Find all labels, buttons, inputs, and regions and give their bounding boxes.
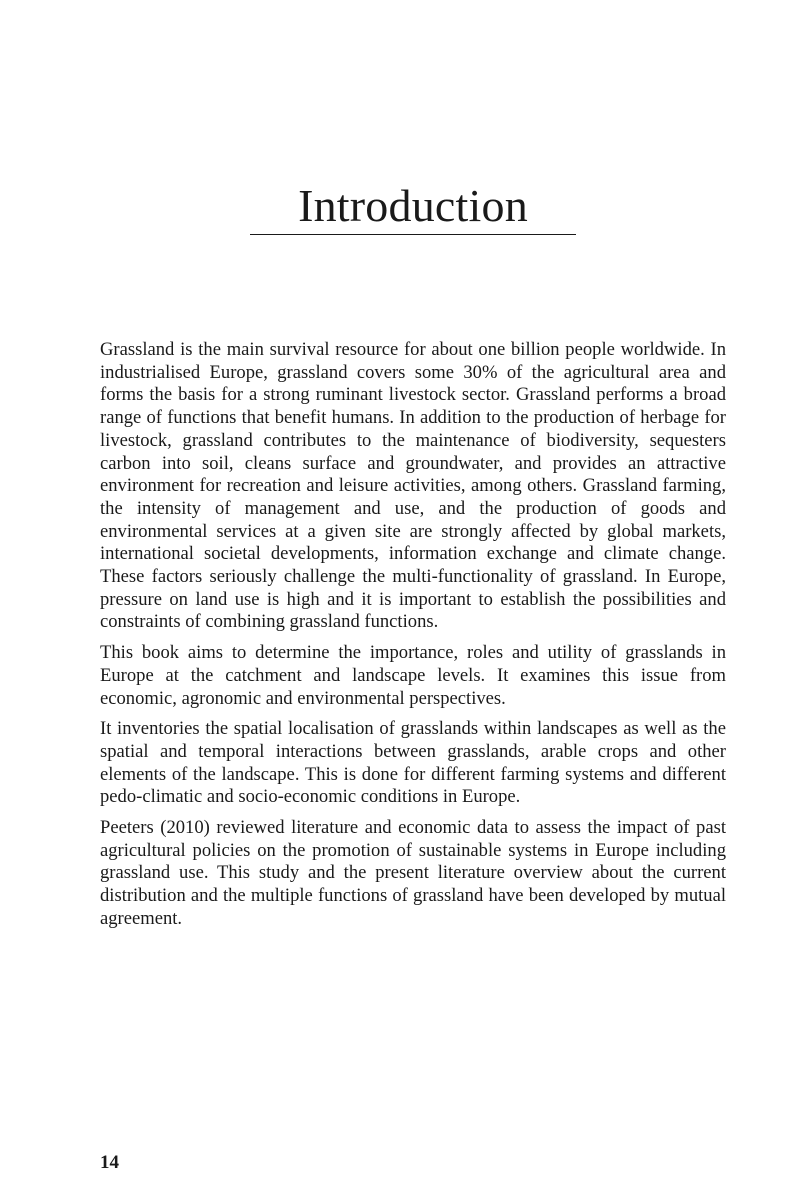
paragraph: This book aims to determine the importance, roles and utility of grasslands in Europe at the catchment and landscape levels. It examines this issue from economic, agronomic and environmental perspectives. <box>100 642 726 709</box>
page-number: 14 <box>100 1152 119 1173</box>
chapter-title: Introduction <box>298 180 528 231</box>
paragraph: Peeters (2010) reviewed literature and economic data to assess the impact of past agricultural policies on the promotion of sustainable systems in Europe including grassland use. This study and the present literature overview about the current distribution and the multiple functions of grassland have been developed by mutual agreement. <box>100 817 726 929</box>
title-underline-rule <box>250 234 576 235</box>
body-text <box>100 339 726 939</box>
paragraph: Grassland is the main survival resource for about one billion people worldwide. In industrialised Europe, grassland covers some 30% of the agricultural area and forms the basis for a strong ruminant livestock sector. Grassland performs a broad range of functions that benefit humans. In addition to the production of herbage for livestock, grassland contributes to the maintenance of biodiversity, sequesters carbon into soil, cleans surface and groundwater, and provides an attractive environment for recreation and leisure activities, among others. Grassland farming, the intensity of management and use, and the production of goods and environmental services at a given site are strongly affected by global markets, international societal developments, information exchange and climate change. These factors seriously challenge the multi-functionality of grassland. In Europe, pressure on land use is high and it is important to establish the possibilities and constraints of combining grassland functions. <box>100 339 726 633</box>
paragraph: It inventories the spatial localisation of grasslands within landscapes as well as the spatial and temporal interactions between grasslands, arable crops and other elements of the landscape. This is done for different farming systems and different pedo-climatic and socio-economic conditions in Europe. <box>100 718 726 808</box>
